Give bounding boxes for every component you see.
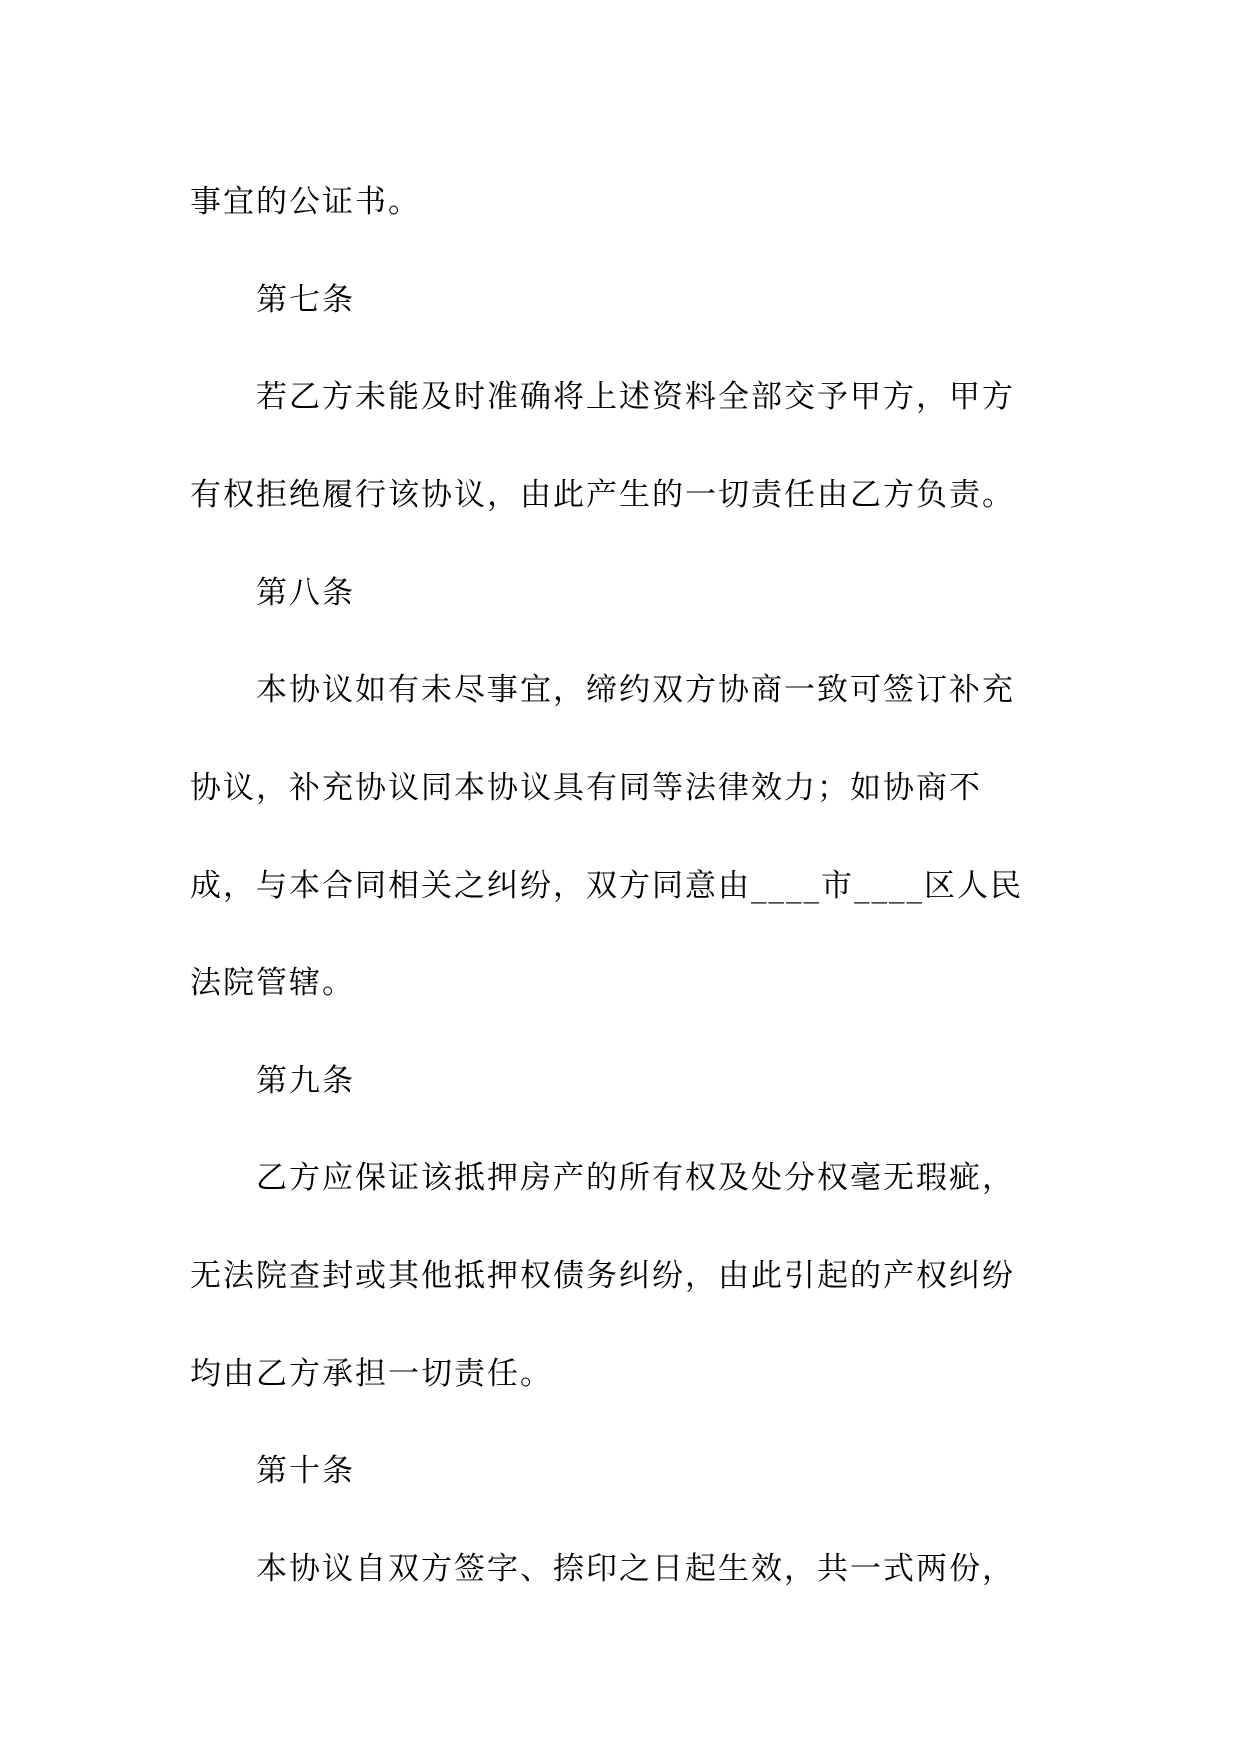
article-10-heading: 第十条 [256, 1453, 355, 1489]
paragraph-line: 法院管辖。 [190, 965, 355, 1001]
paragraph-line: 协议，补充协议同本协议具有同等法律效力；如协商不 [190, 770, 982, 806]
paragraph-line: 有权拒绝履行该协议，由此产生的一切责任由乙方负责。 [190, 477, 1015, 513]
paragraph-line: 事宜的公证书。 [190, 184, 421, 220]
paragraph-line: 成，与本合同相关之纠纷，双方同意由____市____区人民 [190, 868, 1023, 904]
paragraph-line: 本协议如有未尽事宜，缔约双方协商一致可签订补充 [256, 672, 1015, 708]
article-8-heading: 第八条 [256, 575, 355, 611]
article-9-heading: 第九条 [256, 1063, 355, 1099]
paragraph-line: 本协议自双方签字、捺印之日起生效，共一式两份， [256, 1551, 1015, 1587]
article-7-heading: 第七条 [256, 282, 355, 318]
paragraph-line: 无法院查封或其他抵押权债务纠纷，由此引起的产权纠纷 [190, 1258, 1015, 1294]
paragraph-line: 均由乙方承担一切责任。 [190, 1356, 553, 1392]
paragraph-line: 若乙方未能及时准确将上述资料全部交予甲方，甲方 [256, 379, 1015, 415]
paragraph-line: 乙方应保证该抵押房产的所有权及处分权毫无瑕疵， [256, 1160, 1015, 1196]
